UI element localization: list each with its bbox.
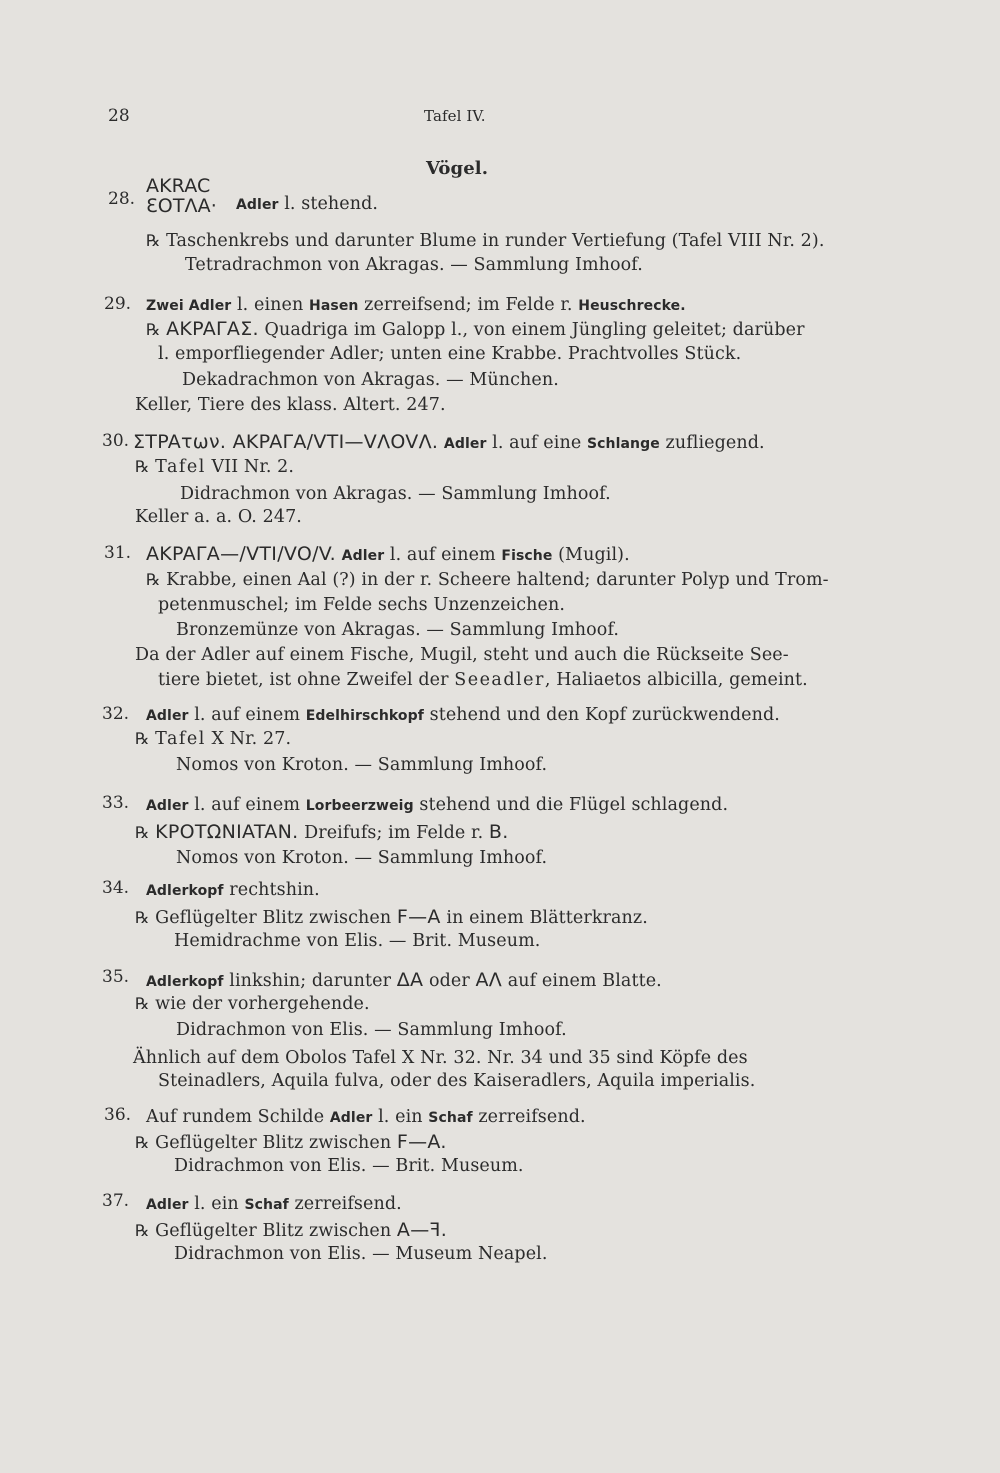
obverse-description: Zwei Adler l. einen Hasen zerreifsend; im Felde r. Heuschrecke.: [146, 295, 686, 315]
reverse-symbol: ℞: [135, 823, 150, 842]
reverse-description: ℞ Geflügelter Blitz zwischen F—A in einem Blätterkranz.: [135, 906, 648, 928]
page-number: 28: [108, 106, 130, 126]
obverse-description: Adler l. ein Schaf zerreifsend.: [146, 1194, 402, 1214]
coin-type-line: Bronzemünze von Akragas. — Sammlung Imhoof.: [176, 620, 620, 640]
reverse-description: ℞ AKPAΓAΣ. Quadriga im Galopp l., von einem Jüngling geleitet; darüber: [146, 318, 805, 340]
greek-legend: AΛ: [475, 969, 503, 991]
greek-legend: F—A: [396, 906, 441, 928]
coin-type-line: Hemidrachme von Elis. — Brit. Museum.: [174, 931, 541, 951]
entry-number: 30.: [102, 431, 130, 451]
coin-type-line: Didrachmon von Akragas. — Sammlung Imhoof.: [180, 484, 611, 504]
reverse-description: ℞ Geflügelter Blitz zwischen F—A.: [135, 1131, 447, 1153]
commentary-line: Da der Adler auf einem Fische, Mugil, steht und auch die Rückseite See-: [135, 645, 789, 665]
reverse-description: ℞ Tafel VII Nr. 2.: [135, 457, 295, 477]
reverse-description: ℞ Geflügelter Blitz zwischen A—ꟻ.: [135, 1219, 448, 1241]
coin-type-line: Didrachmon von Elis. — Brit. Museum.: [174, 1156, 524, 1176]
section-title: Vögel.: [426, 158, 489, 179]
coin-type-line: Dekadrachmon von Akragas. — München.: [182, 370, 559, 390]
running-title: Tafel IV.: [424, 107, 486, 125]
reverse-symbol: ℞: [146, 231, 161, 250]
entry-number: 32.: [102, 704, 130, 724]
entry-number: 31.: [104, 543, 132, 563]
reverse-description: ℞ Tafel X Nr. 27.: [135, 729, 292, 749]
greek-legend: KPOTΩNIATAN.: [155, 821, 299, 843]
greek-legend: ΣTPAτων. AKPAΓA∕VTI—VΛOVΛ.: [133, 431, 439, 453]
greek-legend: AKPAΓAΣ.: [166, 318, 259, 340]
reverse-symbol: ℞: [135, 729, 150, 748]
reverse-symbol: ℞: [146, 570, 161, 589]
reverse-symbol: ℞: [146, 320, 161, 339]
entry-number: 29.: [104, 294, 132, 314]
greek-legend: ΔA: [396, 969, 424, 991]
description-line: l. emporfliegender Adler; unten eine Krabbe. Prachtvolles Stück.: [158, 344, 742, 364]
coin-type-line: Nomos von Kroton. — Sammlung Imhoof.: [176, 755, 548, 775]
greek-legend: AKPAΓA—∕VTI∕VO∕V.: [146, 543, 336, 565]
coin-legend-bottom: ƐOTɅA·: [146, 195, 217, 217]
obverse-description: Adler l. stehend.: [236, 194, 379, 214]
coin-type-line: Didrachmon von Elis. — Sammlung Imhoof.: [176, 1020, 567, 1040]
reverse-description: ℞ Krabbe, einen Aal (?) in der r. Scheere haltend; darunter Polyp und Trom-: [146, 570, 829, 590]
obverse-description: Adlerkopf linkshin; darunter ΔA oder AΛ auf einem Blatte.: [146, 969, 662, 991]
entry-number: 36.: [104, 1105, 132, 1125]
reverse-description: ℞ KPOTΩNIATAN. Dreifufs; im Felde r. B.: [135, 821, 509, 843]
coin-legend-top: AKRAC: [146, 175, 211, 197]
entry-number: 33.: [102, 793, 130, 813]
commentary-line: Steinadlers, Aquila fulva, oder des Kaiseradlers, Aquila imperialis.: [158, 1071, 756, 1091]
obverse-description: Adler l. auf einem Edelhirschkopf stehend und den Kopf zurückwendend.: [146, 705, 780, 725]
reference-line: Keller, Tiere des klass. Altert. 247.: [135, 395, 446, 415]
reverse-description: ℞ Taschenkrebs und darunter Blume in runder Vertiefung (Tafel VIII Nr. 2).: [146, 231, 825, 251]
obverse-description: Adlerkopf rechtshin.: [146, 880, 320, 900]
entry-number: 34.: [102, 878, 130, 898]
coin-type-line: Tetradrachmon von Akragas. — Sammlung Imhoof.: [185, 255, 643, 275]
reverse-symbol: ℞: [135, 994, 150, 1013]
entry-number: 37.: [102, 1191, 130, 1211]
greek-legend: F—A.: [396, 1131, 447, 1153]
coin-type-line: Didrachmon von Elis. — Museum Neapel.: [174, 1244, 548, 1264]
obverse-description: ΣTPAτων. AKPAΓA∕VTI—VΛOVΛ. Adler l. auf eine Schlange zufliegend.: [133, 431, 765, 453]
entry-number: 28.: [108, 189, 136, 209]
greek-legend: A—ꟻ.: [396, 1219, 448, 1241]
obverse-description: AKPAΓA—∕VTI∕VO∕V. Adler l. auf einem Fische (Mugil).: [146, 543, 630, 565]
commentary-line: Ähnlich auf dem Obolos Tafel X Nr. 32. Nr. 34 und 35 sind Köpfe des: [133, 1048, 748, 1068]
obverse-description: Auf rundem Schilde Adler l. ein Schaf zerreifsend.: [146, 1107, 586, 1127]
entry-number: 35.: [102, 967, 130, 987]
reverse-symbol: ℞: [135, 1133, 150, 1152]
reverse-description: ℞ wie der vorhergehende.: [135, 994, 370, 1014]
commentary-line: tiere bietet, ist ohne Zweifel der Seeadler, Haliaetos albicilla, gemeint.: [158, 670, 808, 690]
coin-type-line: Nomos von Kroton. — Sammlung Imhoof.: [176, 848, 548, 868]
reverse-symbol: ℞: [135, 1221, 150, 1240]
obverse-description: Adler l. auf einem Lorbeerzweig stehend und die Flügel schlagend.: [146, 795, 729, 815]
reference-line: Keller a. a. O. 247.: [135, 507, 302, 527]
reverse-symbol: ℞: [135, 457, 150, 476]
reverse-symbol: ℞: [135, 908, 150, 927]
description-line: petenmuschel; im Felde sechs Unzenzeichen.: [158, 595, 566, 615]
